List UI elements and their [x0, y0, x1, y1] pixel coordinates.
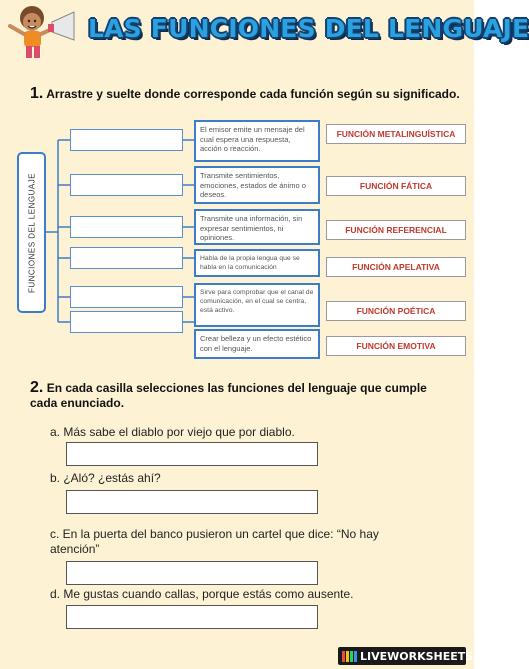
drop-slot-4[interactable] [70, 247, 183, 269]
drop-slot-2[interactable] [70, 174, 183, 196]
drop-slot-5[interactable] [70, 286, 183, 308]
instruction-1 [30, 86, 460, 102]
instruction-2 [30, 380, 440, 411]
function-card-metalinguistica[interactable]: FUNCIÓN METALINGUÍSTICA [326, 124, 466, 144]
drop-slot-1[interactable] [70, 129, 183, 151]
question-b: b. ¿Aló? ¿estás ahí? [50, 471, 161, 485]
instruction-1-text: Arrastre y suelte donde corresponde cada función según su significado. [46, 87, 460, 101]
description-5: Sirve para comprobar que el canal de comunicación, en el cual se centra, está activo. [194, 283, 320, 327]
root-label: FUNCIONES DEL LENGUAJE [27, 172, 36, 293]
logo-bars-icon [342, 651, 357, 662]
function-card-poetica[interactable]: FUNCIÓN POÉTICA [326, 301, 466, 321]
worksheet-title: LAS FUNCIONES DEL LENGUAJE [88, 14, 529, 43]
answer-box-c[interactable] [66, 561, 318, 585]
question-d: d. Me gustas cuando callas, porque estás como ausente. [50, 587, 354, 601]
kid-megaphone-illustration [2, 0, 84, 62]
description-6: Crear belleza y un efecto estético con el lenguaje. [194, 329, 320, 359]
functions-diagram [0, 112, 474, 372]
description-4: Habla de la propia lengua que se habla en la comunicación [194, 249, 320, 277]
instruction-2-number: 2. [30, 379, 44, 396]
answer-box-b[interactable] [66, 490, 318, 514]
function-card-fatica[interactable]: FUNCIÓN FÁTICA [326, 176, 466, 196]
question-c: c. En la puerta del banco pusieron un cartel que dice: “No hay atención” [50, 527, 379, 556]
instruction-1-number: 1. [30, 85, 44, 102]
description-1: El emisor emite un mensaje del cual espera una respuesta, acción o reacción. [194, 120, 320, 162]
question-a: a. Más sabe el diablo por viejo que por diablo. [50, 425, 295, 439]
liveworksheets-logo [338, 647, 474, 665]
answer-box-d[interactable] [66, 605, 318, 629]
description-3: Transmite una información, sin expresar sentimientos, ni opiniones. [194, 209, 320, 245]
drop-slot-3[interactable] [70, 216, 183, 238]
function-card-emotiva[interactable]: FUNCIÓN EMOTIVA [326, 336, 466, 356]
function-card-referencial[interactable]: FUNCIÓN REFERENCIAL [326, 220, 466, 240]
function-card-apelativa[interactable]: FUNCIÓN APELATIVA [326, 257, 466, 277]
root-label-box [17, 152, 46, 313]
logo-text: LIVEWORKSHEETS [360, 649, 474, 663]
drop-slot-6[interactable] [70, 311, 183, 333]
header [0, 0, 529, 62]
answer-box-a[interactable] [66, 442, 318, 466]
instruction-2-text: En cada casilla selecciones las funciones del lenguaje que cumple cada enunciado. [30, 381, 427, 410]
description-2: Transmite sentimientos, emociones, estados de ánimo o deseos. [194, 166, 320, 204]
